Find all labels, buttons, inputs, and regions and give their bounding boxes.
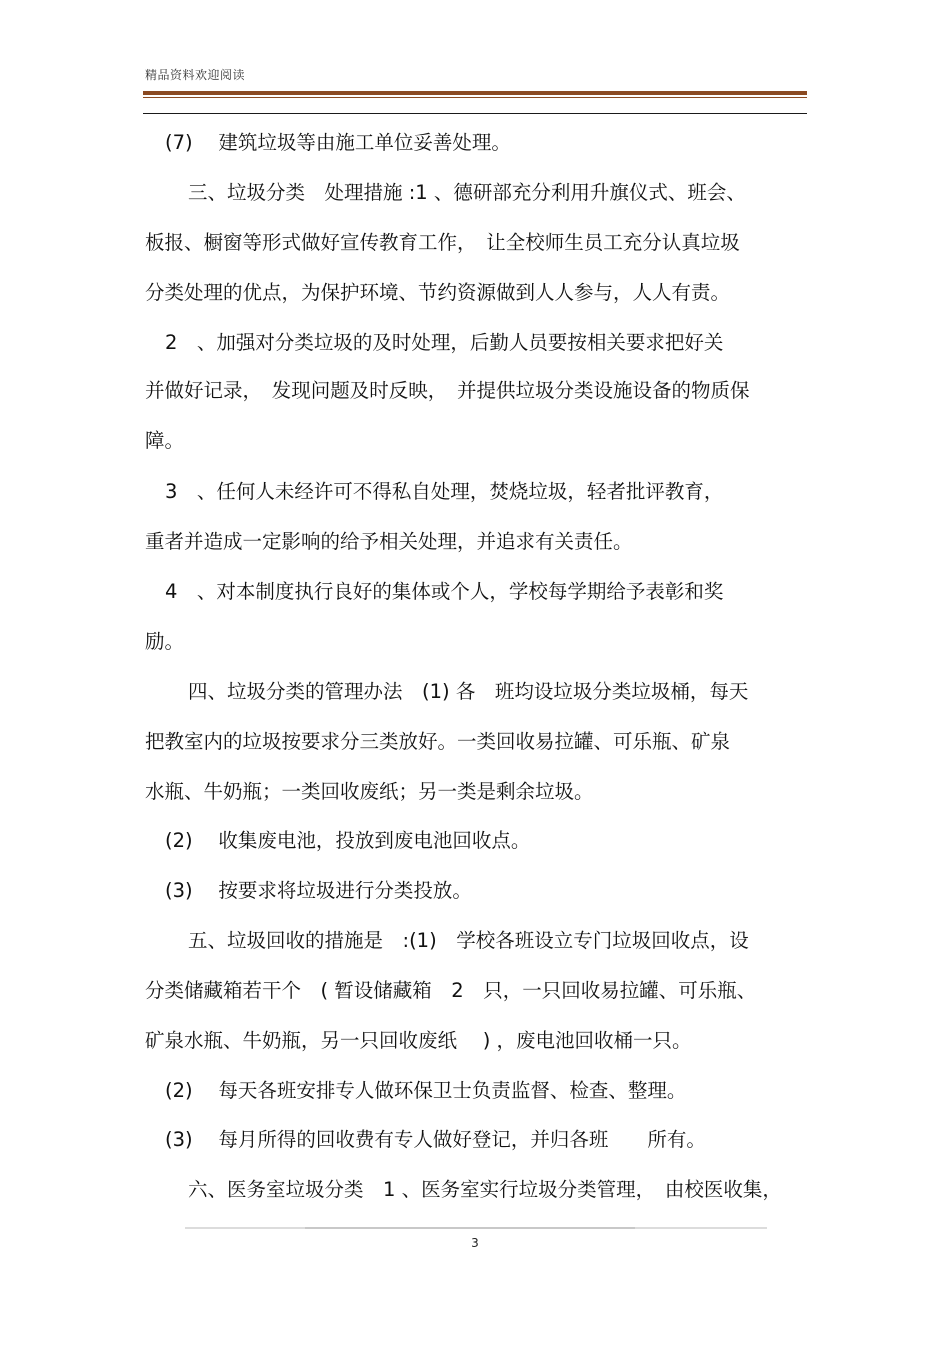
text-line: 四、垃圾分类的管理办法 (1) 各 班均设垃圾分类垃圾桶，每天 — [188, 680, 749, 703]
page-number: 3 — [471, 1236, 479, 1250]
header-rule-thin — [143, 97, 807, 98]
text-line: 分类处理的优点，为保护环境、节约资源做到人人参与，人人有责。 — [145, 281, 731, 304]
text-line: 矿泉水瓶、牛奶瓶，另一只回收废纸 ) ，废电池回收桶一只。 — [145, 1029, 692, 1052]
text-line: 3 、任何人未经许可不得私自处理，焚烧垃圾，轻者批评教育， — [165, 480, 724, 503]
text-line: 水瓶、牛奶瓶；一类回收废纸；另一类是剩余垃圾。 — [145, 780, 594, 803]
footer-rule-accent — [305, 1227, 635, 1229]
content-top-rule — [143, 113, 807, 114]
text-line: 2 、加强对分类垃圾的及时处理，后勤人员要按相关要求把好关 — [165, 331, 724, 354]
text-line: 分类储藏箱若干个 ( 暂设储藏箱 2 只，一只回收易拉罐、可乐瓶、 — [145, 979, 757, 1002]
text-line: 把教室内的垃圾按要求分三类放好。一类回收易拉罐、可乐瓶、矿泉 — [145, 730, 731, 753]
text-line: (3) 按要求将垃圾进行分类投放。 — [165, 879, 472, 902]
text-line: 五、垃圾回收的措施是 :(1) 学校各班设立专门垃圾回收点，设 — [188, 929, 749, 952]
header-rule-thick — [143, 91, 807, 95]
text-line: 六、医务室垃圾分类 1 、医务室实行垃圾分类管理， 由校医收集， — [188, 1178, 782, 1201]
text-line: 并做好记录， 发现问题及时反映， 并提供垃圾分类设施设备的物质保 — [145, 379, 750, 402]
text-line: (2) 收集废电池，投放到废电池回收点。 — [165, 829, 531, 852]
text-line: (7) 建筑垃圾等由施工单位妥善处理。 — [165, 131, 511, 154]
text-line: (2) 每天各班安排专人做环保卫士负责监督、检查、整理。 — [165, 1079, 687, 1102]
header-title: 精品资料欢迎阅读 — [145, 68, 246, 82]
text-line: 重者并造成一定影响的给予相关处理，并追求有关责任。 — [145, 530, 633, 553]
text-line: 障。 — [145, 429, 185, 452]
text-line: 三、垃圾分类 处理措施 :1 、德研部充分利用升旗仪式、班会、 — [188, 181, 746, 204]
text-line: 板报、橱窗等形式做好宣传教育工作， 让全校师生员工充分认真垃圾 — [145, 231, 740, 254]
text-line: 励。 — [145, 630, 185, 653]
text-line: (3) 每月所得的回收费有专人做好登记，并归各班 所有。 — [165, 1128, 706, 1151]
text-line: 4 、对本制度执行良好的集体或个人，学校每学期给予表彰和奖 — [165, 580, 724, 603]
